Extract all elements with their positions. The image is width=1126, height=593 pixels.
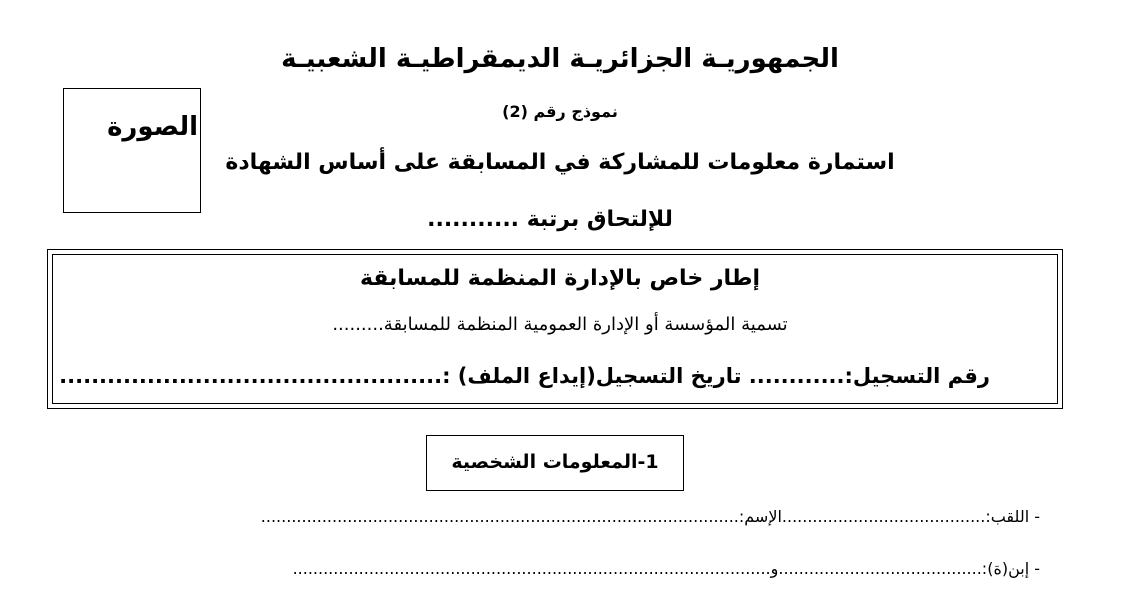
admin-org-line: تسمية المؤسسة أو الإدارة العمومية المنظمة للمسابقة.........: [332, 314, 788, 335]
republic-heading: الجمهوريـة الجزائريـة الديمقراطيـة الشعبيـة: [281, 44, 839, 74]
photo-box: [63, 88, 201, 213]
section-title: 1-المعلومات الشخصية: [451, 451, 659, 473]
form-title: استمارة معلومات للمشاركة في المسابقة على أساس الشهادة: [225, 150, 895, 175]
registration-line: رقم التسجيل:............ تاريخ التسجيل(إيداع الملف) :................................................: [59, 364, 990, 388]
photo-label: الصورة: [107, 112, 198, 142]
surname-name-field-row: - اللقب:........................................الإسم:..............................................................................................: [260, 507, 1040, 526]
admin-box-title: إطار خاص بالإدارة المنظمة للمسابقة: [359, 266, 761, 291]
model-number: نموذج رقم (2): [502, 102, 618, 121]
rank-line: للإلتحاق برتبة ...........: [427, 207, 673, 232]
parentage-field-row: - إبن(ة):........................................و..............................................................................................: [292, 559, 1040, 578]
